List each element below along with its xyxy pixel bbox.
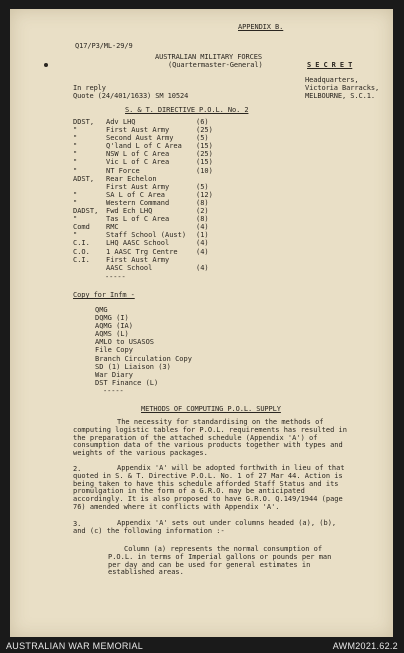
org-sub: (Quartermaster-General) <box>168 61 263 69</box>
distribution-quantity: (15) <box>196 142 213 151</box>
copy-list <box>95 306 192 387</box>
distribution-code: " <box>73 166 78 175</box>
punch-hole <box>44 63 48 67</box>
distribution-unit: LHQ AASC School <box>106 239 170 248</box>
distribution-unit: First Aust Army <box>106 182 170 191</box>
distribution-row <box>73 207 226 215</box>
distribution-unit: AASC School <box>106 263 153 272</box>
reply-line-1: In reply <box>73 84 106 92</box>
distribution-quantity: (5) <box>196 182 209 191</box>
distribution-unit: First Aust Army <box>106 255 170 264</box>
distribution-unit: RMC <box>106 223 119 232</box>
distribution-row <box>73 231 226 239</box>
distribution-row <box>73 239 226 247</box>
copy-recipient: SD (1) Liaison (3) <box>95 362 171 371</box>
distribution-quantity: (25) <box>196 126 213 135</box>
distribution-row <box>73 183 226 191</box>
distribution-code: " <box>73 198 78 207</box>
distribution-list <box>73 118 226 272</box>
distribution-code: " <box>73 190 78 199</box>
copy-recipient: AMLO to USASOS <box>95 338 155 347</box>
distribution-row <box>73 199 226 207</box>
distribution-code <box>73 264 106 272</box>
distribution-quantity: (4) <box>196 263 209 272</box>
distribution-unit: Q'land L of C Area <box>106 142 182 151</box>
distribution-row <box>73 150 226 158</box>
distribution-code: DDST, <box>73 118 95 126</box>
distribution-quantity: (1) <box>196 231 209 240</box>
copy-recipient: DST Finance (L) <box>95 378 159 387</box>
distribution-code: C.I. <box>73 255 90 264</box>
distribution-unit: Tas L of C Area <box>106 215 170 224</box>
distribution-row <box>73 134 226 142</box>
distribution-quantity: (15) <box>196 158 213 167</box>
file-reference: Q17/P3/ML-29/9 <box>75 42 133 50</box>
copy-recipient: AQMS (L) <box>95 330 129 339</box>
address-line-2: Victoria Barracks, <box>305 84 380 92</box>
distribution-quantity <box>196 175 226 183</box>
distribution-quantity: (2) <box>196 207 209 216</box>
footer-accession-number: AWM2021.62.2 <box>332 641 398 651</box>
distribution-quantity: (5) <box>196 134 209 143</box>
distribution-code: " <box>73 126 78 135</box>
paragraph-3: Appendix 'A' sets out under columns headed (a), (b), and (c) the following information :- <box>73 519 341 535</box>
distribution-row <box>73 223 226 231</box>
address-line-3: MELBOURNE, S.C.1. <box>305 92 375 100</box>
distribution-unit: 1 AASC Trg Centre <box>106 247 178 256</box>
paragraph-4: Column (a) represents the normal consumption of P.O.L. in terms of Imperial gallons or pounds per man per day and can be used for general estimates in established areas. <box>108 545 336 577</box>
distribution-quantity: (12) <box>196 190 213 199</box>
copy-end-dashes: ----- <box>103 387 124 395</box>
distribution-unit: First Aust Army <box>106 126 170 135</box>
distribution-row <box>73 126 226 134</box>
copy-recipient: QMG <box>95 306 108 314</box>
distribution-quantity: (4) <box>196 239 209 248</box>
copy-recipient: Branch Circulation Copy <box>95 354 192 363</box>
distribution-code: " <box>73 150 78 159</box>
distribution-code: C.I. <box>73 239 90 248</box>
directive-title: S. & T. DIRECTIVE P.O.L. No. 2 <box>125 106 249 114</box>
footer-institution: AUSTRALIAN WAR MEMORIAL <box>6 641 144 651</box>
classification: S E C R E T <box>307 61 353 69</box>
distribution-quantity <box>196 256 226 264</box>
distribution-code: DADST, <box>73 207 99 216</box>
distribution-quantity: (8) <box>196 215 209 224</box>
appendix-label: APPENDIX B. <box>238 23 284 31</box>
copy-recipient: DQMG (I) <box>95 314 129 323</box>
paragraph-2: Appendix 'A' will be adopted forthwith in lieu of that quoted in S. & T. Directive P.O.L. No. 1 of 27 Mar 44. Action is being taken to have this schedule afforded Staff Status and its promulgation in the form of a G.R.O. may be anticipated accordingly. It is also proposed to have G.R.O. Q.149/1944 (page 76) amended where it conflicts with Appendix 'A'. <box>73 464 349 511</box>
distribution-code: ADST, <box>73 174 95 183</box>
distribution-unit: Second Aust Army <box>106 134 174 143</box>
distribution-row <box>73 191 226 199</box>
distribution-code: C.O. <box>73 247 90 256</box>
distribution-row <box>73 158 226 166</box>
distribution-unit: Adv LHQ <box>106 118 136 126</box>
distribution-quantity: (8) <box>196 198 209 207</box>
distribution-row <box>73 215 226 223</box>
distribution-quantity: (25) <box>196 150 213 159</box>
distribution-code: Comd <box>73 223 90 232</box>
paragraph-2-number: 2. <box>73 465 82 473</box>
distribution-unit: Western Command <box>106 198 170 207</box>
section-title: METHODS OF COMPUTING P.O.L. SUPPLY <box>141 405 281 413</box>
distribution-unit: Vic L of C Area <box>106 158 170 167</box>
distribution-row <box>73 118 226 126</box>
distribution-unit: Staff School (Aust) <box>106 231 187 240</box>
distribution-unit: SA L of C Area <box>106 190 166 199</box>
paragraph-1: The necessity for standardising on the methods of computing logistic tables for P.O.L. requirements has resulted in the preparation of the attached schedule (Appendix 'A') of consumption data of the various products together with types and weights of the various packages. <box>73 418 352 458</box>
copy-recipient: File Copy <box>95 346 133 355</box>
distribution-end-dashes: ----- <box>105 273 126 281</box>
distribution-code <box>73 183 106 191</box>
distribution-quantity: (6) <box>196 118 209 126</box>
distribution-code: " <box>73 231 78 240</box>
copy-recipient: AQMG (IA) <box>95 322 133 331</box>
distribution-row <box>73 248 226 256</box>
distribution-quantity: (10) <box>196 166 213 175</box>
distribution-unit: Fwd Ech LHQ <box>106 207 153 216</box>
distribution-row <box>73 142 226 150</box>
distribution-code: " <box>73 158 78 167</box>
reply-line-2: Quote (24/401/1633) SM 10524 <box>73 92 189 100</box>
distribution-row <box>73 264 226 272</box>
distribution-quantity: (4) <box>196 247 209 256</box>
distribution-unit: NSW L of C Area <box>106 150 170 159</box>
distribution-row <box>73 256 226 264</box>
distribution-code: " <box>73 134 78 143</box>
distribution-unit: Rear Echelon <box>106 174 157 183</box>
distribution-row <box>73 167 226 175</box>
copy-recipient: War Diary <box>95 370 133 379</box>
distribution-row <box>73 175 226 183</box>
distribution-code: " <box>73 142 78 151</box>
paragraph-3-number: 3. <box>73 520 82 528</box>
distribution-unit: NT Force <box>106 166 140 175</box>
document-page <box>10 9 393 637</box>
distribution-quantity: (4) <box>196 223 209 232</box>
copy-heading: Copy for Infm - <box>73 291 135 299</box>
address-line-1: Headquarters, <box>305 76 359 84</box>
org-name: AUSTRALIAN MILITARY FORCES <box>155 53 262 61</box>
distribution-code: " <box>73 215 78 224</box>
